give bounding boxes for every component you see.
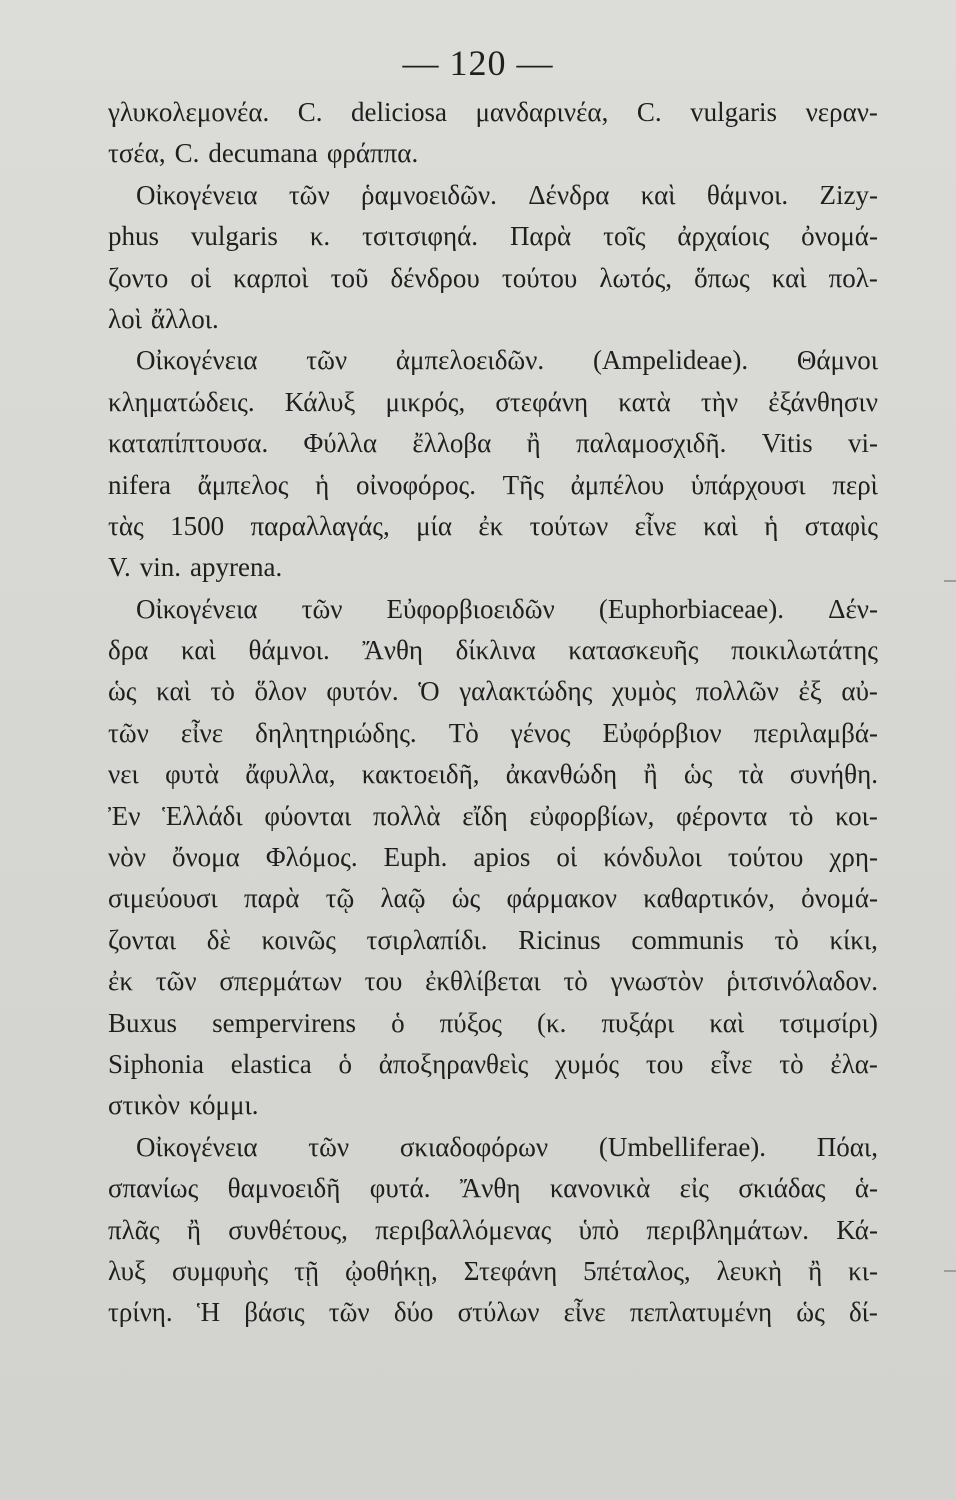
text-line: nifera ἄμπελος ἡ οἰνοφόρος. Τῆς ἀμπέλου ὑπάρχουσι περὶ: [108, 469, 878, 500]
text-line: κληματώδεις. Κάλυξ μικρός, στεφάνη κατὰ τὴν ἐξάνθησιν: [108, 386, 878, 417]
bleed-through-mark: [944, 580, 956, 582]
text-line: καταπίπτουσα. Φύλλα ἔλλοβα ἢ παλαμοσχιδῆ. Vitis vi-: [108, 428, 878, 459]
page-number: — 120 —: [402, 43, 554, 83]
text-line: Buxus sempervirens ὁ πύξος (κ. πυξάρι καὶ τσιμσίρι): [108, 1007, 878, 1038]
text-line: Ἐν Ἑλλάδι φύονται πολλὰ εἴδη εὐφορβίων, φέροντα τὸ κοι-: [108, 800, 878, 831]
text-line: τρίνη. Ἡ βάσις τῶν δύο στύλων εἶνε πεπλατυμένη ὡς δί-: [108, 1297, 878, 1328]
text-line: phus vulgaris κ. τσιτσιφηά. Παρὰ τοῖς ἀρχαίοις ὀνομά-: [108, 221, 878, 252]
bleed-through-mark: [944, 1270, 956, 1272]
text-line: Siphonia elastica ὁ ἀποξηρανθεὶς χυμός του εἶνε τὸ ἐλα-: [108, 1048, 878, 1079]
text-line: Οἰκογένεια τῶν σκιαδοφόρων (Umbelliferae). Πόαι,: [136, 1131, 878, 1162]
text-line: νει φυτὰ ἄφυλλα, κακτοειδῆ, ἀκανθώδη ἢ ὡς τὰ συνήθη.: [108, 759, 878, 790]
text-line: γλυκολεμονέα. C. deliciosa μανδαρινέα, C. vulgaris νεραν-: [108, 97, 878, 127]
text-line: τὰς 1500 παραλλαγάς, μία ἐκ τούτων εἶνε καὶ ἡ σταφὶς: [108, 510, 878, 541]
text-line: λοὶ ἄλλοι.: [108, 303, 219, 334]
text-line: Οἰκογένεια τῶν ῥαμνοειδῶν. Δένδρα καὶ θάμνοι. Zizy-: [136, 179, 878, 210]
text-line: πλᾶς ἢ συνθέτους, περιβαλλόμενας ὑπὸ περιβλημάτων. Κά-: [108, 1214, 878, 1245]
text-line: τῶν εἶνε δηλητηριώδης. Τὸ γένος Εὐφόρβιον περιλαμβά-: [108, 717, 878, 748]
text-line: ἐκ τῶν σπερμάτων του ἐκθλίβεται τὸ γνωστὸν ῥιτσινόλαδον.: [108, 966, 878, 997]
text-line: σιμεύουσι παρὰ τῷ λαῷ ὡς φάρμακον καθαρτικόν, ὀνομά-: [108, 883, 878, 914]
text-line: νὸν ὄνομα Φλόμος. Euph. apios οἱ κόνδυλοι τούτου χρη-: [108, 842, 878, 873]
text-line: στικὸν κόμμι.: [108, 1090, 259, 1121]
text-line: δρα καὶ θάμνοι. Ἄνθη δίκλινα κατασκευῆς ποικιλωτάτης: [108, 635, 878, 666]
text-line: σπανίως θαμνοειδῆ φυτά. Ἄνθη κανονικὰ εἰς σκιάδας ἁ-: [108, 1173, 878, 1204]
text-line: λυξ συμφυὴς τῇ ᾠοθήκῃ, Στεφάνη 5πέταλος, λευκὴ ἢ κι-: [108, 1255, 878, 1286]
text-line: ὡς καὶ τὸ ὅλον φυτόν. Ὁ γαλακτώδης χυμὸς πολλῶν ἐξ αὐ-: [108, 676, 878, 707]
page-text: [108, 92, 878, 1334]
text-line: ζονται δὲ κοινῶς τσιρλαπίδι. Ricinus communis τὸ κίκι,: [108, 924, 878, 955]
text-line: Οἰκογένεια τῶν Εὐφορβιοειδῶν (Euphorbiaceae). Δέν-: [136, 593, 878, 624]
text-line: ζοντο οἱ καρποὶ τοῦ δένδρου τούτου λωτός, ὅπως καὶ πολ-: [108, 262, 878, 293]
text-line: Οἰκογένεια τῶν ἀμπελοειδῶν. (Ampelideae). Θάμνοι: [136, 345, 878, 376]
text-line: τσέα, C. decumana φράππα.: [108, 138, 419, 169]
text-line: V. vin. apyrena.: [108, 552, 283, 583]
